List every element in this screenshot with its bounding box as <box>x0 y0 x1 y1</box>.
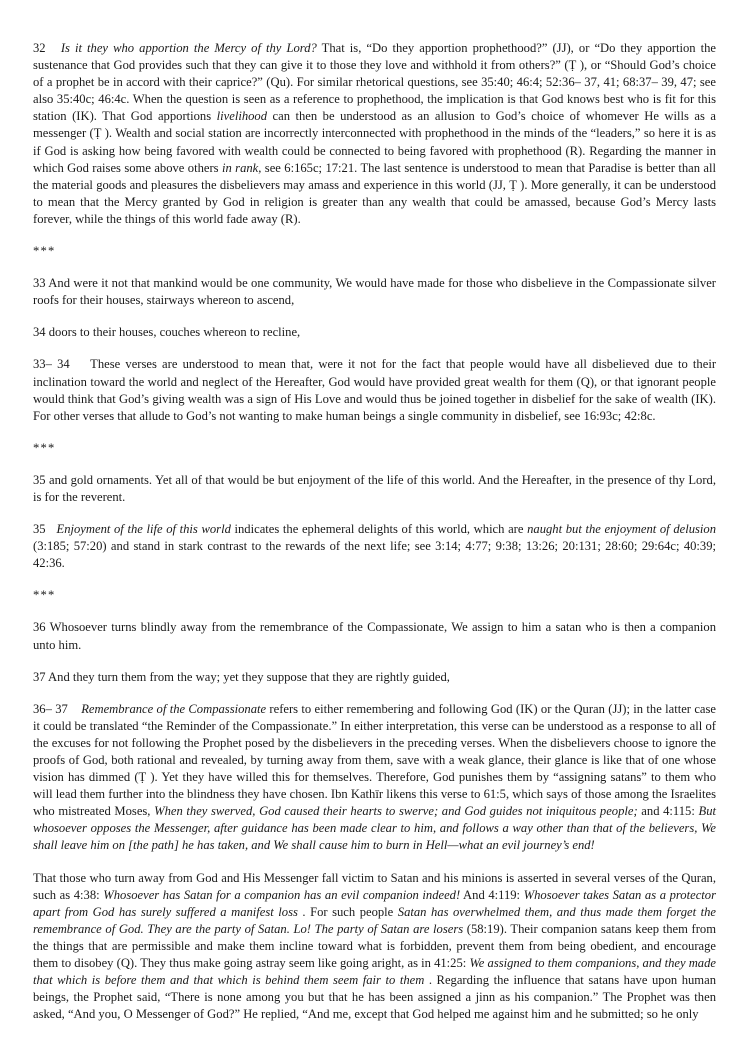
commentary-paragraph-35 <box>33 521 716 572</box>
commentary-text-part2: And 4:119: <box>460 887 524 902</box>
section-separator-3: *** <box>33 588 56 603</box>
commentary-text-part2: (3:185; 57:20) and stand in stark contrast to the rewards of the next life; see 3:14; 4:77; 9:38; 13:26; 20:131; 28:60; 29:64c; 40:39; 42:36. <box>33 539 716 571</box>
verse-number-35: 35 <box>33 522 46 537</box>
quran-quote-italic-2: naught but the enjoyment of delusion <box>527 522 716 537</box>
verse-number-gap <box>70 357 90 371</box>
verse-number-gap <box>46 41 61 55</box>
verse-number-gap <box>46 522 57 536</box>
commentary-text-part5: . Regarding the influence that satans have upon human beings, the Prophet said, “There is none among you but that he has been assigned a jinn as his companion.” The Prophet was then asked, “And you, O Messenger of God?” He replied, “And me, except that God helped me against him and he submitted; so he only <box>33 973 716 1022</box>
quran-quote-italic-4: We assigned to them companions, and they made that which is before them and that which is behind them seem fair to them <box>33 956 716 988</box>
verse-number-33-34: 33– 34 <box>33 357 70 372</box>
verse-paragraph-33: 33 And were it not that mankind would be one community, We would have made for those who disbelieve in the Compassionate silver roofs for their houses, stairways whereon to ascend, <box>33 276 716 308</box>
commentary-text-part4: (58:19). Their companion satans keep them from the things that are permissible and make them incline toward what is forbidden, prevent them from being obedient, and encourage them to disobey (Q). They thus make going astray seem like going aright, as in 41:25: <box>33 921 716 971</box>
quran-quote-italic-2: Whosoever takes Satan as a protector apart from God has surely suffered a manifest loss <box>33 887 716 919</box>
emphasis-livelihood: livelihood <box>216 109 268 124</box>
commentary-text-part1: indicates the ephemeral delights of this world, which are <box>230 522 528 537</box>
commentary-paragraph-33-34 <box>33 356 716 424</box>
quran-quote-italic-1: Remembrance of the Compassionate <box>81 701 267 716</box>
verse-number-gap <box>68 702 81 716</box>
verse-paragraph-35: 35 and gold ornaments. Yet all of that would be but enjoyment of the life of this world. And the Hereafter, in the presence of thy Lord, is for the reverent. <box>33 472 716 504</box>
commentary-text-part1: That those who turn away from God and His Messenger fall victim to Satan and his minions is asserted in several verses of the Quran, such as 4:38: <box>33 870 716 902</box>
commentary-text-part3: see 6:165c; 17:21. The last sentence is understood to mean that Paradise is better than all the material goods and pleasures the disbelievers may amass and experience in this world (JJ, Ṭ ). More generally, it can be understood to mean that the Mercy granted by God in religion is greater than any wealth that could be amassed, because God’s Mercy lasts forever, while the things of this world fade away (R). <box>33 160 716 226</box>
quran-quote-italic: Is it they who apportion the Mercy of thy Lord? <box>60 41 317 55</box>
commentary-paragraph-36-37-continued <box>33 870 716 1024</box>
verse-paragraph-37: 37 And they turn them from the way; yet they suppose that they are rightly guided, <box>33 669 450 684</box>
section-separator-2: *** <box>33 440 56 455</box>
emphasis-in-rank: in rank, <box>221 160 262 175</box>
commentary-text-part1: That is, “Do they apportion prophethood?” (JJ), or “Do they apportion the sustenance that God provides such that they can give it to those they love and withhold it from others?” (Ṭ ), or “Should God’s choice of a prophet be in accord with their caprice?” (Qu). For similar rhetorical questions, see 35:40; 46:4; 52:36– 37, 41; 68:37– 39, 47; see also 35:40c; 46:4c. When the question is seen as a reference to prophethood, the implication is that God knows best who is fit for this station (IK). That God apportions <box>33 41 716 124</box>
commentary-text: These verses are understood to mean that, were it not for the fact that people would have all disbelieved due to their inclination toward the world and neglect of the Hereafter, God would have provided great wealth for them (Q), or that ignorant people would think that God’s giving wealth was a sign of His Love and would thus be joined together in disbelief for the sake of wealth (IK). For other verses that allude to God’s not wanting to make human beings a single community in disbelief, see 16:93c; 42:8c. <box>33 357 717 423</box>
quran-quote-italic-3: But whosoever opposes the Messenger, after guidance has been made clear to him, and follows a way other than that of the believers, We shall leave him on [the path] he has taken, and We shall cause him to burn in Hell—what an evil journey’s end! <box>33 804 716 853</box>
commentary-text-part3: . For such people <box>297 904 398 919</box>
commentary-text-part2: and 4:115: <box>637 804 699 819</box>
verse-paragraph-34: 34 doors to their houses, couches whereon to recline, <box>33 325 301 340</box>
quran-quote-italic-3: Satan has overwhelmed them, and thus made them forget the remembrance of God. They are the party of Satan. Lo! The party of Satan are losers <box>33 904 717 936</box>
commentary-text-part2: can then be understood as an allusion to God’s choice of whomever He wills as a messenger (Ṭ ). Wealth and social station are incorrectly interconnected with prophethood in the minds of the “leaders,” so here it is as if God is asking how being favored with wealth could be connected to being favored with prophethood (R). Regarding the manner in which God raises some above others <box>33 109 716 175</box>
commentary-paragraph-32 <box>33 40 716 228</box>
verse-number-36-37: 36– 37 <box>33 701 68 716</box>
quran-quote-italic-1: Whosoever has Satan for a companion has an evil companion indeed! <box>103 887 461 902</box>
verse-paragraph-36: 36 Whosoever turns blindly away from the remembrance of the Compassionate, We assign to him a satan who is then a companion unto him. <box>33 620 716 652</box>
commentary-text-part1: refers to either remembering and following God (IK) or the Quran (JJ); in the latter case it could be translated “the Reminder of the Compassionate.” In either interpretation, this verse can be understood as a response to all of the excuses for not following the Prophet posed by the disbelievers in the preceding verses. When the disbelievers choose to ignore the proofs of God, both rational and revealed, by turning away from them, save with a weak glance, their glance is like that of one whose vision has dimmed (Ṭ ). Yet they have willed this for themselves. Therefore, God punishes them by “assigning satans” to them who will lead them further into the blindness they have chosen. Ibn Kathīr likens this verse to 61:5, which says of those among the Israelites who mistreated Moses, <box>33 701 717 819</box>
verse-number-32: 32 <box>33 41 46 55</box>
quran-quote-italic-2: When they swerved, God caused their hearts to swerve; and God guides not iniquitous people; <box>154 804 638 819</box>
section-separator-1: *** <box>33 244 56 259</box>
commentary-paragraph-36-37 <box>33 701 716 855</box>
quran-quote-italic-1: Enjoyment of the life of this world <box>56 522 231 537</box>
